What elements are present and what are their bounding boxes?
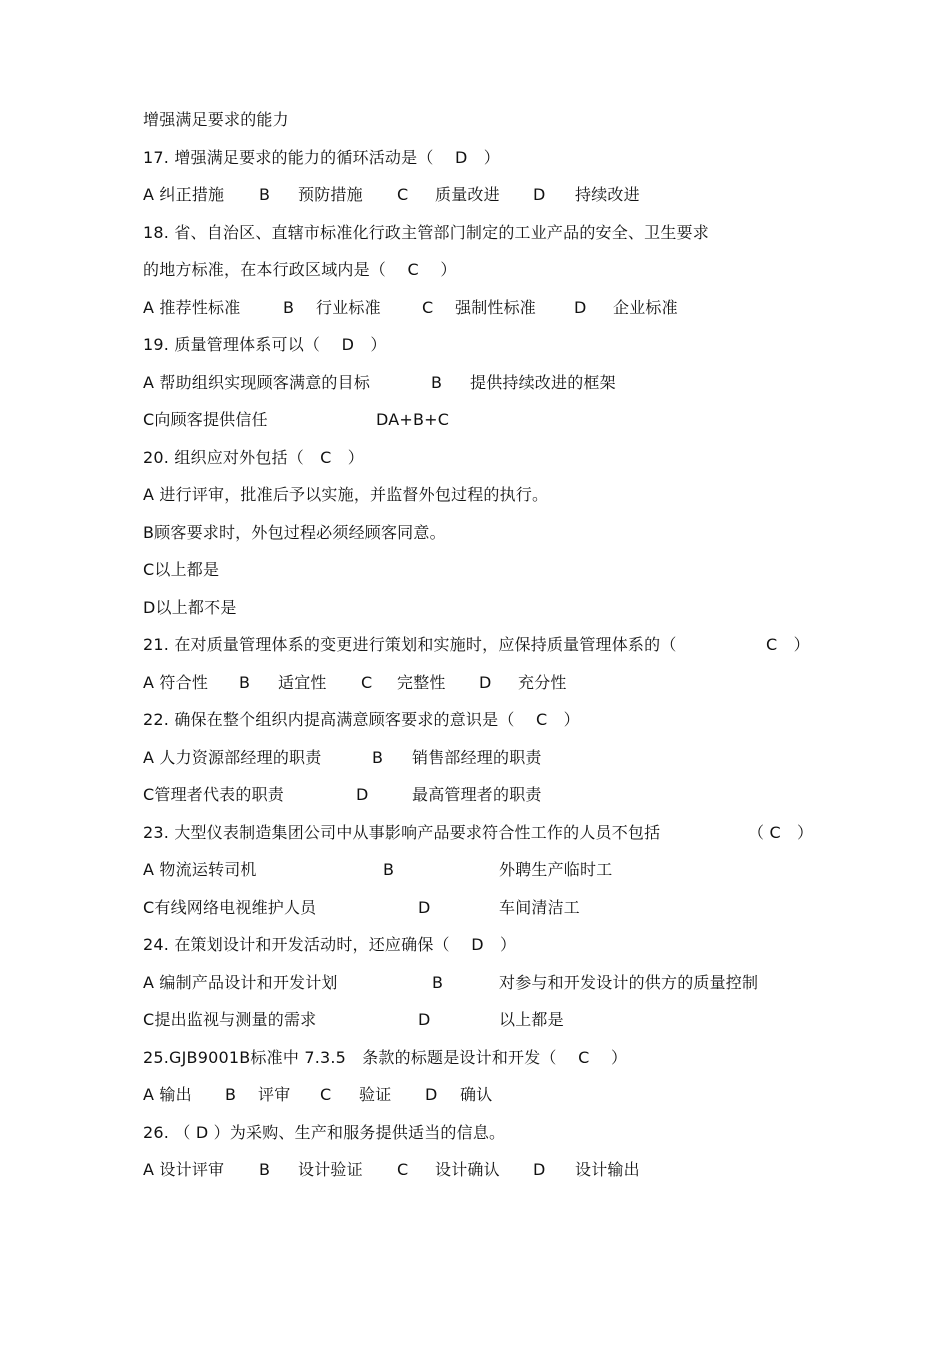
option-text: 评审 bbox=[258, 1085, 291, 1104]
line-text: A 物流运转司机 bbox=[143, 860, 257, 879]
option-text: C bbox=[320, 1085, 332, 1104]
option-text: B bbox=[283, 298, 295, 317]
option-text: 完整性 bbox=[397, 673, 446, 692]
line-text: C管理者代表的职责 bbox=[143, 785, 284, 804]
line-text: 17. 增强满足要求的能力的循环活动是（ D ） bbox=[143, 148, 500, 167]
line-text: A 推荐性标准 bbox=[143, 298, 241, 317]
line-text: A 符合性 bbox=[143, 673, 209, 692]
option-text: 提供持续改进的框架 bbox=[470, 373, 616, 392]
line-text: 24. 在策划设计和开发活动时，还应确保（ D ） bbox=[143, 935, 517, 954]
option-text: D bbox=[418, 898, 431, 917]
option-text: D bbox=[533, 185, 546, 204]
option-text: C bbox=[397, 185, 409, 204]
line-text: 20. 组织应对外包括（ C ） bbox=[143, 448, 364, 467]
option-text: C bbox=[361, 673, 373, 692]
line-text: B顾客要求时，外包过程必须经顾客同意。 bbox=[143, 523, 446, 542]
option-text: C bbox=[422, 298, 434, 317]
line-text: 18. 省、自治区、直辖市标准化行政主管部门制定的工业产品的安全、卫生要求 bbox=[143, 223, 709, 242]
option-text: 设计确认 bbox=[435, 1160, 500, 1179]
line-text: 的地方标准，在本行政区域内是（ C ） bbox=[143, 260, 457, 279]
option-text: B bbox=[259, 1160, 271, 1179]
option-text: D bbox=[418, 1010, 431, 1029]
option-text: 强制性标准 bbox=[455, 298, 537, 317]
line-text: C以上都是 bbox=[143, 560, 220, 579]
line-text: 23. 大型仪表制造集团公司中从事影响产品要求符合性工作的人员不包括 bbox=[143, 823, 661, 842]
line-text: A 进行评审，批准后予以实施，并监督外包过程的执行。 bbox=[143, 485, 549, 504]
line-text: 22. 确保在整个组织内提高满意顾客要求的意识是（ C ） bbox=[143, 710, 580, 729]
option-text: D bbox=[356, 785, 369, 804]
option-text: B bbox=[225, 1085, 237, 1104]
line-text: 增强满足要求的能力 bbox=[143, 110, 289, 129]
option-text: 设计输出 bbox=[575, 1160, 640, 1179]
option-text: 行业标准 bbox=[316, 298, 381, 317]
option-text: 外聘生产临时工 bbox=[499, 860, 613, 879]
option-text: 充分性 bbox=[518, 673, 567, 692]
option-text: 对参与和开发设计的供方的质量控制 bbox=[499, 973, 759, 992]
line-text: 19. 质量管理体系可以（ D ） bbox=[143, 335, 387, 354]
line-text: A 输出 bbox=[143, 1085, 192, 1104]
option-text: 企业标准 bbox=[613, 298, 678, 317]
option-text: 预防措施 bbox=[298, 185, 363, 204]
option-text: B bbox=[239, 673, 251, 692]
option-text: 验证 bbox=[359, 1085, 392, 1104]
line-text: 25.GJB9001B标准中 7.3.5 条款的标题是设计和开发（ C ） bbox=[143, 1048, 628, 1067]
line-text: A 设计评审 bbox=[143, 1160, 225, 1179]
option-text: D bbox=[479, 673, 492, 692]
line-text: A 帮助组织实现顾客满意的目标 bbox=[143, 373, 371, 392]
option-text: C bbox=[397, 1160, 409, 1179]
option-text: B bbox=[432, 973, 444, 992]
line-text: D以上都不是 bbox=[143, 598, 237, 617]
line-text: A 纠正措施 bbox=[143, 185, 225, 204]
line-text: C有线网络电视维护人员 bbox=[143, 898, 317, 917]
option-text: D bbox=[425, 1085, 438, 1104]
option-text: 持续改进 bbox=[575, 185, 640, 204]
line-text: 21. 在对质量管理体系的变更进行策划和实施时，应保持质量管理体系的（ bbox=[143, 635, 677, 654]
option-text: 最高管理者的职责 bbox=[412, 785, 542, 804]
option-text: 质量改进 bbox=[435, 185, 500, 204]
line-text: A 编制产品设计和开发计划 bbox=[143, 973, 338, 992]
option-text: 确认 bbox=[460, 1085, 493, 1104]
option-text: B bbox=[383, 860, 395, 879]
option-text: 设计验证 bbox=[298, 1160, 363, 1179]
option-text: D bbox=[574, 298, 587, 317]
option-text: B bbox=[431, 373, 443, 392]
line-text: 26. （ D ）为采购、生产和服务提供适当的信息。 bbox=[143, 1123, 506, 1142]
option-text: B bbox=[372, 748, 384, 767]
option-text: 车间清洁工 bbox=[499, 898, 581, 917]
option-text: 适宜性 bbox=[278, 673, 327, 692]
option-text: B bbox=[259, 185, 271, 204]
line-text: C向顾客提供信任 bbox=[143, 410, 268, 429]
line-text: C提出监视与测量的需求 bbox=[143, 1010, 317, 1029]
line-text: A 人力资源部经理的职责 bbox=[143, 748, 322, 767]
option-text: （ C ） bbox=[748, 823, 814, 842]
option-text: 销售部经理的职责 bbox=[412, 748, 542, 767]
option-text: C ） bbox=[766, 635, 810, 654]
option-text: DA+B+C bbox=[376, 410, 450, 429]
option-text: D bbox=[533, 1160, 546, 1179]
option-text: 以上都是 bbox=[499, 1010, 564, 1029]
